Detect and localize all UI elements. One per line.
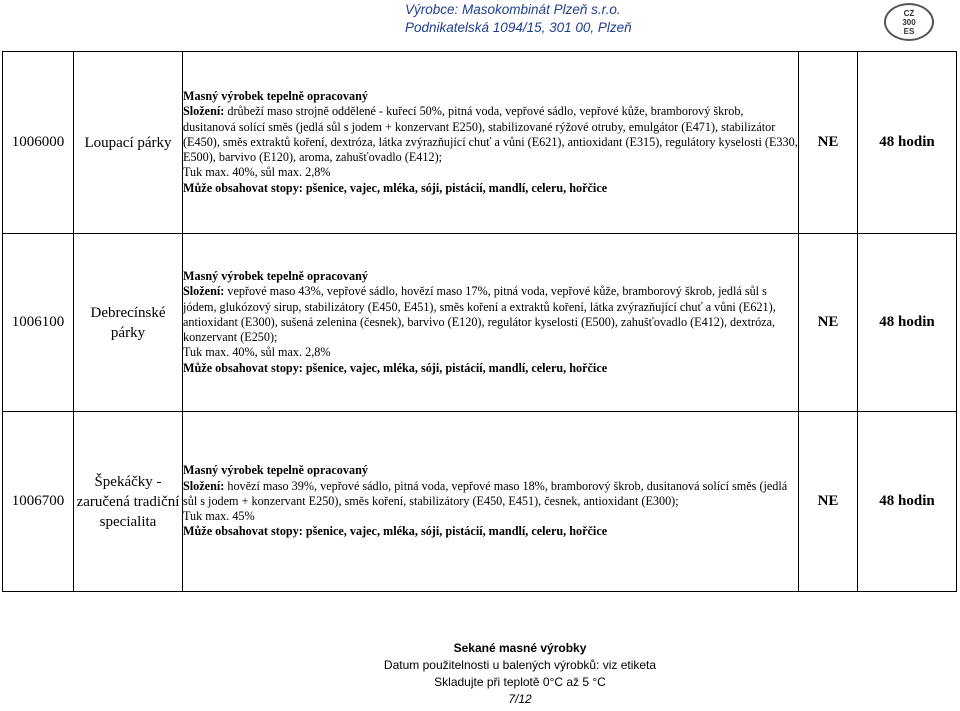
composition-label: Složení: — [183, 284, 225, 299]
product-name: Špekáčky - zaručená tradiční specialita — [74, 412, 183, 592]
allergen-flag: NE — [799, 52, 858, 234]
table-row — [3, 234, 957, 412]
product-composition-cell — [183, 52, 799, 234]
may-contain-text: Může obsahovat stopy: pšenice, vajec, mléka, sóji, pistácií, mandlí, celeru, hořčice — [183, 524, 608, 539]
product-name: Loupací párky — [74, 52, 183, 234]
product-type: Masný výrobek tepelně opracovaný — [183, 268, 368, 283]
document-header — [0, 0, 960, 40]
table-row — [3, 52, 957, 234]
product-type: Masný výrobek tepelně opracovaný — [183, 463, 368, 478]
product-name: Debrecínské párky — [74, 234, 183, 412]
address-line: Podnikatelská 1094/15, 301 00, Plzeň — [405, 20, 632, 35]
allergen-flag: NE — [799, 412, 858, 592]
fat-salt-text: Tuk max. 40%, sůl max. 2,8% — [183, 345, 331, 360]
logo-line-3: ES — [903, 26, 915, 36]
footer-durability-note: Datum použitelnosti u balených výrobků: viz etiketa — [383, 658, 657, 672]
composition-value: hovězí maso 39%, vepřové sádlo, pitná voda, vepřové maso 18%, bramborový škrob, dusitanová solící směs (jedlá sůl s jodem + konzervant E250), směs koření, stabilizátory (E450, E451), česnek, antioxidant (E300); — [183, 478, 788, 508]
page-number: 7/12 — [508, 692, 532, 706]
composition-text — [183, 104, 798, 165]
document-footer — [280, 640, 760, 708]
durability: 48 hodin — [858, 412, 957, 592]
composition-label: Složení: — [183, 478, 225, 493]
products-table — [2, 51, 957, 592]
may-contain-text: Může obsahovat stopy: pšenice, vajec, mléka, sóji, pistácií, mandlí, celeru, hořčice — [183, 180, 608, 195]
allergen-flag: NE — [799, 234, 858, 412]
composition-label: Složení: — [183, 104, 225, 119]
product-composition-cell — [183, 412, 799, 592]
fat-salt-text: Tuk max. 40%, sůl max. 2,8% — [183, 165, 331, 180]
composition-value: drůbeží maso strojně oddělené - kuřecí 50%, pitná voda, vepřové sádlo, vepřové kůže, bramborový škrob, dusitanová solící směs (jedlá sůl s jodem + konzervant E250), stabilizované rýžové otruby, emulgátor (E471), stabilizátor (E450), směs extraktů koření, dextróza, látka zvýrazňující chuť a vůni (E621), antioxidant (E315), regulátory kyselosti (E330, E500), barvivo (E120), aroma, zahušťovadlo (E412); — [183, 104, 798, 165]
composition-value: vepřové maso 43%, vepřové sádlo, hovězí maso 17%, pitná voda, vepřové kůže, bramborový škrob, jedlá sůl s jódem, glukózový sirup, stabilizátory (E450, E451), směs koření a extraktů koření, látka zvýrazňující chuť a vůni (E621), antioxidant (E300), sušená zelenina (česnek), barvivo (E120), regulátor kyselosti (E500), zahušťovadlo (E412), dextróza, konzervant (E250); — [183, 284, 776, 345]
durability: 48 hodin — [858, 52, 957, 234]
logo-line-2: 300 — [902, 17, 916, 27]
table-row — [3, 412, 957, 592]
product-composition-cell — [183, 234, 799, 412]
durability: 48 hodin — [858, 234, 957, 412]
composition-text — [183, 284, 798, 345]
product-type: Masný výrobek tepelně opracovaný — [183, 88, 368, 103]
product-code: 1006100 — [3, 234, 74, 412]
footer-storage-note: Skladujte při teplotě 0°C až 5 °C — [434, 675, 606, 689]
may-contain-text: Může obsahovat stopy: pšenice, vajec, mléka, sóji, pistácií, mandlí, celeru, hořčice — [183, 360, 608, 375]
es-certification-logo — [884, 3, 934, 41]
footer-title: Sekané masné výrobky — [453, 641, 587, 655]
composition-text — [183, 479, 798, 510]
product-code: 1006000 — [3, 52, 74, 234]
fat-salt-text: Tuk max. 45% — [183, 509, 255, 524]
producer-line: Výrobce: Masokombinát Plzeň s.r.o. — [405, 2, 621, 17]
logo-line-1: CZ — [903, 8, 915, 18]
product-code: 1006700 — [3, 412, 74, 592]
